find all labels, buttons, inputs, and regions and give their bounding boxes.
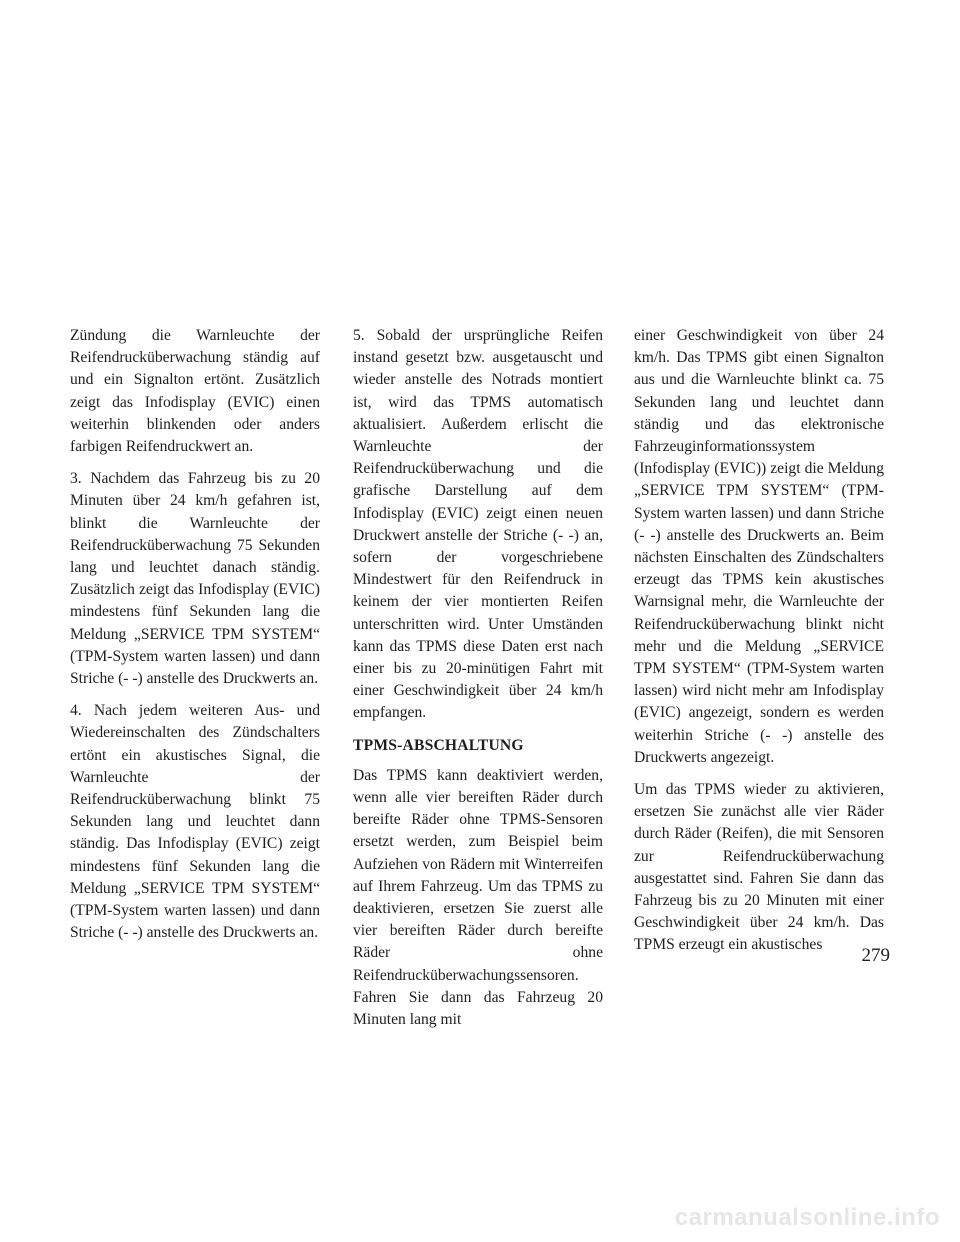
paragraph: 3. Nachdem das Fahrzeug bis zu 20 Minuten über 24 km/h gefahren ist, blinkt die Warnleuchte der Reifendrucküberwachung 75 Sekunden lang und leuchtet danach ständig. Zusätzlich zeigt das Infodisplay (EVIC) mindestens fünf Sekunden lang die Meldung „SERVICE TPM SYSTEM“ (TPM-System warten lassen) und dann Striche (- -) anstelle des Druckwerts an.: [70, 470, 320, 688]
watermark: carmanualsonline.info: [674, 1204, 940, 1231]
section-heading: TPMS-ABSCHALTUNG: [353, 736, 524, 754]
text-column-2: [353, 325, 603, 1041]
paragraph: 4. Nach jedem weiteren Aus- und Wiedereinschalten des Zündschalters ertönt ein akustisches Signal, die Warnleuchte der Reifendrucküberwachung blinkt 75 Sekunden lang und leuchtet dann ständig. Das Infodisplay (EVIC) zeigt mindestens fünf Sekunden lang die Meldung „SERVICE TPM SYSTEM“ (TPM-System warten lassen) und dann Striche (- -) anstelle des Druckwerts an.: [70, 702, 320, 942]
text-column-3: [634, 325, 884, 967]
paragraph: Um das TPMS wieder zu aktivieren, ersetzen Sie zunächst alle vier Räder durch Räder (Reifen), die mit Sensoren zur Reifendrucküberwachung ausgestattet sind. Fahren Sie dann das Fahrzeug bis zu 20 Minuten mit einer Geschwindigkeit über 24 km/h. Das TPMS erzeugt ein akustisches: [634, 781, 884, 954]
paragraph: Zündung die Warnleuchte der Reifendrucküberwachung ständig auf und ein Signalton ertönt. Zusätzlich zeigt das Infodisplay (EVIC) einen weiterhin blinkenden oder anders farbigen Reifendruckwert an.: [70, 327, 320, 456]
page-number: 279: [861, 945, 890, 966]
text-column-1: [70, 325, 320, 954]
paragraph: Das TPMS kann deaktiviert werden, wenn alle vier bereiften Räder durch bereifte Räder ohne TPMS-Sensoren ersetzt werden, zum Beispiel beim Aufziehen von Rädern mit Winterreifen auf Ihrem Fahrzeug. Um das TPMS zu deaktivieren, ersetzen Sie zuerst alle vier bereiften Räder durch bereifte Räder ohne Reifendrucküberwachungssensoren. Fahren Sie dann das Fahrzeug 20 Minuten lang mit: [353, 766, 603, 1029]
paragraph: 5. Sobald der ursprüngliche Reifen instand gesetzt bzw. ausgetauscht und wieder anstelle des Notrads montiert ist, wird das TPMS automatisch aktualisiert. Außerdem erlischt die Warnleuchte der Reifendrucküberwachung und die grafische Darstellung auf dem Infodisplay (EVIC) zeigt einen neuen Druckwert anstelle der Striche (- -) an, sofern der vorgeschriebene Mindestwert für den Reifendruck in keinem der vier montierten Reifen unterschritten wird. Unter Umständen kann das TPMS diese Daten erst nach einer bis zu 20-minütigen Fahrt mit einer Geschwindigkeit über 24 km/h empfangen.: [353, 327, 603, 722]
paragraph: einer Geschwindigkeit von über 24 km/h. Das TPMS gibt einen Signalton aus und die Warnleuchte blinkt ca. 75 Sekunden lang und leuchtet dann ständig und das elektronische Fahrzeuginformationssystem (Infodisplay (EVIC)) zeigt die Meldung „SERVICE TPM SYSTEM“ (TPM-System warten lassen) und dann Striche (- -) anstelle des Druckwerts an. Beim nächsten Einschalten des Zündschalters erzeugt das TPMS kein akustisches Warnsignal mehr, die Warnleuchte der Reifendrucküberwachung blinkt nicht mehr und die Meldung „SERVICE TPM SYSTEM“ (TPM-System warten lassen) wird nicht mehr am Infodisplay (EVIC) angezeigt, sondern es werden weiterhin Striche (- -) anstelle des Druckwerts angezeigt.: [634, 327, 884, 766]
